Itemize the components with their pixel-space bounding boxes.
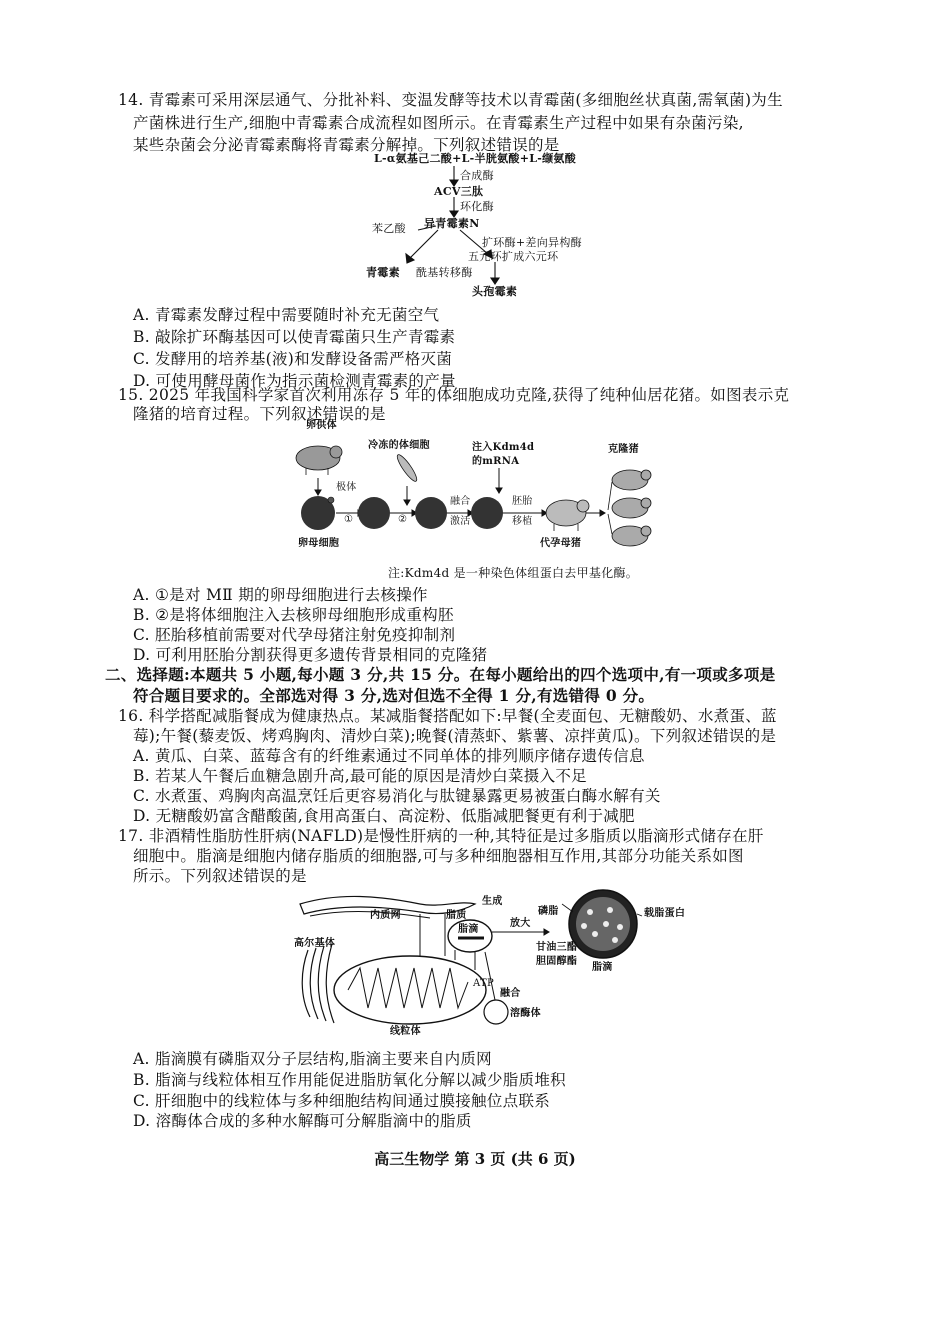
q17-stem-line-3: 所示。下列叙述错误的是 xyxy=(133,867,307,885)
generate-label: 生成 xyxy=(482,896,503,907)
cloned-pigs-icon xyxy=(612,470,651,546)
magnify-label: 放大 xyxy=(510,918,531,929)
er-label: 内质网 xyxy=(370,910,401,921)
cyclase-label: 环化酶 xyxy=(460,200,494,213)
droplet-magnified-label: 脂滴 xyxy=(592,962,613,973)
page-footer: 高三生物学 第 3 页 (共 6 页) xyxy=(374,1150,576,1168)
q15-stem-line-2: 隆猪的培育过程。下列叙述错误的是 xyxy=(133,405,386,423)
step-2-label: ② xyxy=(398,514,408,525)
oocyte-label: 卵母细胞 xyxy=(298,538,340,549)
q14-option-a: A. 青霉素发酵过程中需要随时补充无菌空气 xyxy=(133,306,440,324)
golgi-icon xyxy=(302,944,334,1023)
lipid-label: 脂质 xyxy=(446,910,467,921)
egg-donor-label: 卵供体 xyxy=(306,420,337,431)
synthase-label: 合成酶 xyxy=(460,169,494,182)
q14-option-d: D. 可使用酵母菌作为指示菌检测青霉素的产量 xyxy=(133,372,456,390)
q17-option-c: C. 肝细胞中的线粒体与多种细胞结构间通过膜接触位点联系 xyxy=(133,1092,551,1110)
surrogate-sow-label: 代孕母猪 xyxy=(540,538,582,549)
phospholipid-label: 磷脂 xyxy=(538,906,559,917)
section-2-heading: 二、选择题:本题共 5 小题,每小题 3 分,共 15 分。在每小题给出的四个选项中,有一项或多项是 xyxy=(105,665,776,684)
q15-option-c: C. 胚胎移植前需要对代孕母猪注射免疫抑制剂 xyxy=(133,626,456,644)
q14-stem-line-1: 14. 青霉素可采用深层通气、分批补料、变温发酵等技术以青霉菌(多细胞丝状真菌,需氧菌)为生 xyxy=(118,91,783,109)
q16-stem-line-2: 莓);午餐(藜麦饭、烤鸡胸肉、清炒白菜);晚餐(清蒸虾、紫薯、凉拌黄瓜)。下列叙述错误的是 xyxy=(133,727,777,745)
penicillin-label: 青霉素 xyxy=(366,266,400,279)
mrna-label: 的mRNA xyxy=(472,456,520,467)
q16-option-a: A. 黄瓜、白菜、蓝莓含有的纤维素通过不同单体的排列顺序储存遗传信息 xyxy=(133,747,645,765)
cephalosporin-label: 头孢霉素 xyxy=(472,285,518,298)
acyltransferase-label: 酰基转移酶 xyxy=(416,266,473,279)
q16-option-b: B. 若某人午餐后血糖急剧升高,最可能的原因是清炒白菜摄入不足 xyxy=(133,767,587,785)
fusion-label: 融合 xyxy=(450,496,471,507)
q15-option-a: A. ①是对 MⅡ 期的卵母细胞进行去核操作 xyxy=(133,586,428,604)
q16-option-c: C. 水煮蛋、鸡胸肉高温烹饪后更容易消化与肽键暴露更易被蛋白酶水解有关 xyxy=(133,787,661,805)
cloned-pig-label: 克隆猪 xyxy=(608,444,639,455)
q17-stem-line-2: 细胞中。脂滴是细胞内储存脂质的细胞器,可与多种细胞器相互作用,其部分功能关系如图 xyxy=(133,847,744,865)
q14-option-b: B. 敲除扩环酶基因可以使青霉菌只生产青霉素 xyxy=(133,328,456,346)
ring-expansion-label: 五元环扩成六元环 xyxy=(468,250,559,263)
q14-stem-line-2: 产菌株进行生产,细胞中青霉素合成流程如图所示。在青霉素生产过程中如果有杂菌污染, xyxy=(133,114,744,132)
lysosome-label: 溶酶体 xyxy=(510,1008,541,1019)
embryo-label: 胚胎 xyxy=(512,496,533,507)
atp-label: ATP xyxy=(473,978,494,989)
acv-tripeptide-label: ACV三肽 xyxy=(434,185,484,198)
enucleated-oocyte-icon xyxy=(358,497,390,529)
q16-option-d: D. 无糖酸奶富含醋酸菌,食用高蛋白、高淀粉、低脂减肥餐更有利于减肥 xyxy=(133,807,635,825)
q17-option-d: D. 溶酶体合成的多种水解酶可分解脂滴中的脂质 xyxy=(133,1112,472,1130)
phenylacetic-acid-label: 苯乙酸 xyxy=(372,222,406,235)
mitochondrion-icon xyxy=(334,956,486,1024)
q14-option-c: C. 发酵用的培养基(液)和发酵设备需严格灭菌 xyxy=(133,350,453,368)
pig-cloning-diagram xyxy=(290,420,665,570)
lipoprotein-label: 载脂蛋白 xyxy=(644,908,686,919)
lysosome-icon xyxy=(484,1000,508,1024)
substrates-label: L-α氨基己二酸+L-半胱氨酸+L-缬氨酸 xyxy=(373,152,577,165)
polar-body-label: 极体 xyxy=(336,482,357,493)
activated-embryo-icon xyxy=(471,497,503,529)
mitochondrion-label: 线粒体 xyxy=(390,1026,421,1037)
q17-stem-line-1: 17. 非酒精性脂肪性肝病(NAFLD)是慢性肝病的一种,其特征是过多脂质以脂滴形式储存在肝 xyxy=(118,827,764,845)
penicillin-pathway-diagram xyxy=(330,150,620,300)
q17-option-a: A. 脂滴膜有磷脂双分子层结构,脂滴主要来自内质网 xyxy=(133,1050,492,1068)
surrogate-sow-icon xyxy=(546,500,589,531)
q15-option-d: D. 可利用胚胎分割获得更多遗传背景相同的克隆猪 xyxy=(133,646,488,664)
q16-stem-line-1: 16. 科学搭配减脂餐成为健康热点。某减脂餐搭配如下:早餐(全麦面包、无糖酸奶、水煮蛋、蓝 xyxy=(118,707,777,725)
q15-option-b: B. ②是将体细胞注入去核卵母细胞形成重构胚 xyxy=(133,606,454,624)
q14-stem-line-3: 某些杂菌会分泌青霉素酶将青霉素分解掉。下列叙述错误的是 xyxy=(133,136,560,154)
droplet-label: 脂滴 xyxy=(458,924,479,935)
section-2-instructions: 符合题目要求的。全部选对得 3 分,选对但选不全得 1 分,有选错得 0 分。 xyxy=(133,686,655,705)
transfer-label: 移植 xyxy=(512,516,533,527)
triglyceride-label: 甘油三酯 xyxy=(536,942,578,953)
frozen-somatic-cell-label: 冷冻的体细胞 xyxy=(368,440,430,451)
activation-label: 激活 xyxy=(450,516,471,527)
step-1-label: ① xyxy=(344,514,354,525)
fusion-label: 融合 xyxy=(500,988,521,999)
lipid-droplet-diagram xyxy=(270,882,710,1042)
donor-pig-icon xyxy=(296,446,342,475)
golgi-label: 高尔基体 xyxy=(294,938,336,949)
frozen-cell-icon xyxy=(395,453,420,484)
reconstructed-embryo-icon xyxy=(415,497,447,529)
q15-note: 注:Kdm4d 是一种染色体组蛋白去甲基化酶。 xyxy=(388,566,639,580)
expandase-label: 扩环酶+差向异构酶 xyxy=(482,236,582,249)
q17-option-b: B. 脂滴与线粒体相互作用能促进脂肪氧化分解以减少脂质堆积 xyxy=(133,1071,566,1089)
isopenicillin-label: 异青霉素N xyxy=(424,217,480,230)
inject-kdm4d-label: 注入Kdm4d xyxy=(472,442,535,453)
q15-stem-line-1: 15. 2025 年我国科学家首次利用冻存 5 年的体细胞成功克隆,获得了纯种仙居花猪。如图表示克 xyxy=(118,386,790,404)
cholesterol-ester-label: 胆固醇酯 xyxy=(536,956,578,967)
polar-body-icon xyxy=(328,497,334,503)
